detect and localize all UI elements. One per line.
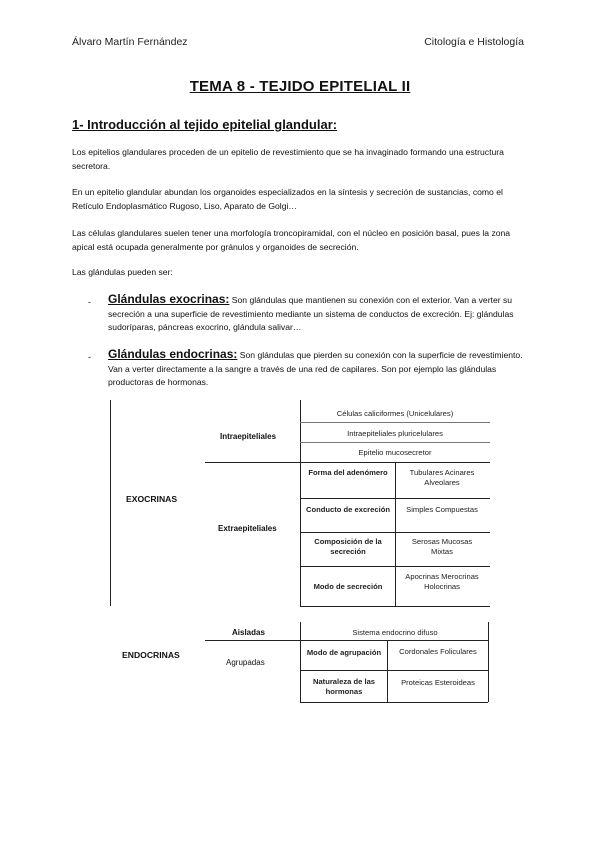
divider xyxy=(300,400,301,606)
agrupadas-label: Agrupadas xyxy=(226,658,265,667)
bullet-dash: - xyxy=(88,352,91,362)
divider xyxy=(205,462,490,463)
agr-values: Proteicas Esteroideas xyxy=(401,678,475,687)
divider xyxy=(300,442,490,443)
divider xyxy=(300,422,490,423)
bullet-dash: - xyxy=(88,297,91,307)
bullet-term: Glándulas endocrinas: xyxy=(108,347,238,361)
paragraph-1: Los epitelios glandulares proceden de un epitelio de revestimiento que se ha invaginado formando una estructura secretora. xyxy=(72,147,504,171)
divider xyxy=(110,400,111,606)
extra-criterion: Forma del adenómero xyxy=(308,468,388,477)
bullet-text: Son glándulas que mantienen su conexión con el exterior. Van a verter su secreción a una superficie de revestimiento mediante un sistema de conductos de excreción. Ej: glándulas sudoríparas, páncreas exocrino, glándula salivar… xyxy=(108,295,514,332)
divider xyxy=(300,670,488,671)
intra-item: Epitelio mucosecretor xyxy=(358,448,432,457)
divider xyxy=(300,622,301,702)
extraepiteliales-label: Extraepiteliales xyxy=(218,524,277,533)
agr-criterion: Modo de agrupación xyxy=(306,648,382,657)
header-subject: Citología e Histología xyxy=(424,36,524,48)
aisladas-label: Aisladas xyxy=(232,628,265,637)
paragraph-3: Las células glandulares suelen tener una morfología troncopiramidal, con el núcleo en posición basal, pues la zona apical está ocupada generalmente por gránulos y organoides de secreción. xyxy=(72,228,511,252)
gland-classification-diagram xyxy=(110,400,490,710)
intra-item: Células caliciformes (Unicelulares) xyxy=(336,409,454,418)
page-title: TEMA 8 - TEJIDO EPITELIAL II xyxy=(189,78,411,95)
agr-criterion: Naturaleza de las hormonas xyxy=(312,677,376,696)
divider xyxy=(387,640,388,702)
divider xyxy=(300,702,488,703)
paragraph-2: En un epitelio glandular abundan los organoides especializados en la síntesis y secreción de sustancias, como el Retículo Endoplasmático Rugoso, Liso, Aparato de Golgi… xyxy=(72,187,503,211)
bullet-endocrinas xyxy=(108,348,528,390)
divider xyxy=(205,640,300,641)
divider xyxy=(300,532,490,533)
section-heading: 1- Introducción al tejido epitelial glandular: xyxy=(72,117,338,132)
aisladas-value: Sistema endocrino difuso xyxy=(352,628,438,637)
bullet-term: Glándulas exocrinas: xyxy=(108,292,230,306)
agr-values: Cordonales Foliculares xyxy=(399,647,477,656)
exocrinas-label: EXOCRINAS xyxy=(126,494,178,504)
extra-criterion: Composición de la secreción xyxy=(314,537,382,556)
divider xyxy=(300,566,490,567)
endocrinas-label: ENDOCRINAS xyxy=(122,650,180,660)
bullet-exocrinas xyxy=(108,293,528,335)
bullet-text: Son glándulas que pierden su conexión con la superficie de revestimiento. Van a verter directamente a la sangre a través de una red de capilares. Son por ejemplo las glándulas productoras de hormonas. xyxy=(108,350,523,387)
extra-values: Apocrinas Merocrinas Holocrinas xyxy=(405,572,479,591)
divider xyxy=(300,640,488,641)
intraepiteliales-label: Intraepiteliales xyxy=(220,432,277,441)
divider xyxy=(488,622,489,702)
extra-criterion: Modo de secreción xyxy=(313,582,383,591)
extra-criterion: Conducto de excreción xyxy=(306,505,390,514)
intra-item: Intraepiteliales pluricelulares xyxy=(347,429,443,438)
paragraph-4: Las glándulas pueden ser: xyxy=(72,267,173,277)
divider xyxy=(300,606,490,607)
extra-values: Simples Compuestas xyxy=(406,505,478,514)
divider xyxy=(395,462,396,606)
divider xyxy=(300,498,490,499)
extra-values: Tubulares Acinares Alveolares xyxy=(409,468,475,487)
extra-values: Serosas Mucosas Mixtas xyxy=(411,537,473,556)
header-author: Álvaro Martín Fernández xyxy=(72,36,188,48)
